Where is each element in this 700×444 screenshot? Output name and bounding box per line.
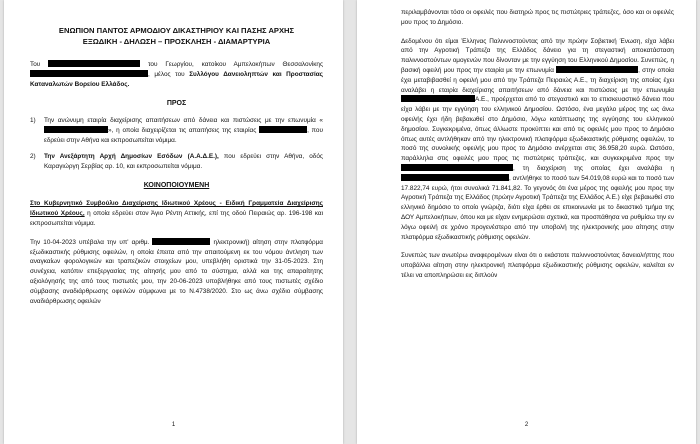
list-number: 1)	[30, 117, 36, 125]
recipient-1-text-a: Την ανώνυμη εταιρία διαχείρισης απαιτήσεων από δάνεια και πιστώσεις με την επωνυμία «	[44, 117, 323, 125]
intro-prefix: Του	[30, 61, 41, 68]
koinopoioumeni-heading: ΚΟΙΝΟΠΟΙΟΥΜΕΝΗ	[143, 182, 210, 190]
intro-text-2: Θεσσαλονίκης	[282, 61, 324, 68]
intro-text-1: του Γεωργίου, κατοίκου Αμπελοκήπων	[148, 61, 275, 68]
recipient-2-name: Την Ανεξάρτητη Αρχή Δημοσίων Εσόδων (Α.Α.Δ.Ε.),	[44, 152, 219, 160]
main-text-a: Δεδομένου ότι είμαι Έλληνας Παλιννοστούντας από την πρώην Σοβιετική Ένωση, είχα λάβει από την Αγροτική Τράπεζα της Ελλάδος δάνειο για τη στεγαστική αποκατάσταση παλιννοστούντων ομογενών που δίνονταν με την εγγύηση του Ελληνικού Δημοσίου. Συνεπώς, η βασική οφειλή μου προς την εταιρία με την επωνυμία	[401, 37, 674, 74]
main-text-d: , τη διαχείριση της οποίας έχει αναλάβει η	[513, 164, 674, 172]
main-paragraph	[401, 37, 674, 243]
redaction-box	[48, 60, 140, 67]
page-1-content	[30, 26, 323, 306]
document-page-1	[4, 0, 343, 444]
redaction-box	[259, 126, 307, 133]
redaction-box	[44, 126, 108, 133]
cc-paragraph	[30, 199, 323, 228]
page-2-content	[401, 8, 674, 281]
redaction-box	[401, 164, 513, 171]
recipient-1-text-c: , που εδρεύει στην Αθήνα και εκπροσωπείται νόμιμα.	[44, 127, 323, 144]
page-number: 1	[171, 422, 176, 428]
main-text-e: , αντλήθηκε το ποσό των 54.019,08 ευρώ και το ποσό των 17.822,74 ευρώ, ήτοι συνολικά 71.841,82. Το γεγονός ότι ένα μέρος της οφειλής μου προς την Αγροτική Τράπεζα της Ελλάδος (πρώην Αγροτική Τράπεζα της Ελλάδος Α.Ε.) είχε βεβαιωθεί στο ελληνικό δημόσιο το οποίο γνώριζα, διότι είχα έρθει σε επικοινωνία με το δικαστικό τμήμα της ΔΟΥ Αμπελοκήπων, όπου και με είχαν ενημερώσει σχετικά, και προσπάθησα να ρυθμίσω την εν λόγω οφειλή σε χρόνο προγενέστερο από την υποβολή της ηλεκτρονικής μου αίτησης στην πλατφόρμα εξωδικαστικής ρύθμισης οφειλών.	[401, 174, 674, 241]
continuation-paragraph: περιλαμβάνονται τόσο οι οφειλές που διατηρώ προς τις πιστώτριες τράπεζες, όσο και οι οφειλές μου προς το Δημόσιο.	[401, 9, 674, 26]
cc-recipient: Στο Κυβερνητικό Συμβούλιο Διαχείρισης Ιδιωτικού Χρέους - Ειδική Γραμματεία Διαχείρισης Ιδιωτικού Χρέους,	[30, 200, 323, 218]
recipient-2	[30, 152, 323, 172]
heading-line-1: ΕΝΩΠΙΟΝ ΠΑΝΤΟΣ ΑΡΜΟΔΙΟΥ ΔΙΚΑΣΤΗΡΙΟΥ ΚΑΙ ΠΑΣΗΣ ΑΡΧΗΣ	[58, 26, 295, 35]
heading-line-2: ΕΞΩΔΙΚΗ - ΔΗΛΩΣΗ – ΠΡΟΣΚΛΗΣΗ - ΔΙΑΜΑΡΤΥΡΙΑ	[82, 36, 271, 46]
document-page-2	[357, 0, 696, 444]
application-paragraph	[30, 238, 323, 307]
recipient-1-text-b: », η οποία διαχειρίζεται τις απαιτήσεις της εταιρίας	[108, 127, 257, 135]
redaction-box	[152, 238, 210, 245]
application-text-b: ηλεκτρονική) αίτηση στην πλατφόρμα εξωδικαστικής ρύθμισης οφειλών, η οποία έπειτα από την απαιτούμενη εκ του νόμου άντληση των αναγκαίων φορολογικών και τραπεζικών στοιχείων μου, υπεβλήθη οριστικά την 31-05-2023. Στη συνέχεια, κατόπιν επεξεργασίας της αίτησής μου από το σύστημα, αλλά και της απαραίτητης αξιολόγησής της από τους πιστωτές μου, την 20-06-2023 υποβλήθηκε από τους πιστωτές σχέδιο σύμβασης αναδιάρθρωσης οφειλών σύμφωνα με το Ν.4738/2020. Στο ως άνω σχέδιο σύμβασης αναδιάρθρωσης οφειλών	[30, 238, 323, 305]
intro-association: Συλλόγου Δανειοληπτών και Προστασίας Καταναλωτών Βορείου Ελλάδος.	[30, 70, 323, 88]
application-text-a: Την 10-04-2023 υπέβαλα την υπ' αριθμ.	[30, 238, 150, 246]
pros-heading: ΠΡΟΣ	[166, 100, 187, 108]
redaction-box	[401, 174, 509, 181]
redaction-box	[30, 70, 148, 77]
main-text-b: , στην οποία έχει μεταβιβασθεί η οφειλή μου από την Τράπεζα Πειραιώς Α.Ε., τη διαχείριση της οποίας έχει αναλάβει η εταιρία διαχείρισης απαιτήσεων από δάνεια και πιστώσεις με την επωνυμία	[401, 66, 674, 94]
recipient-2-text: που εδρεύει στην Αθήνα, οδός Καραγιώργη Σερβίας αρ. 10, και εκπροσωπείται νόμιμα.	[44, 152, 323, 170]
intro-text-3: , μέλος του	[148, 70, 185, 78]
recipient-1	[30, 116, 323, 145]
redaction-box	[401, 95, 475, 102]
main-text-c: Α.Ε., προέρχεται από το στεγαστικό και το επισκευαστικό δάνειο που είχα λάβει με την εγγύηση του ελληνικού Δημοσίου. Ωστόσο, ένα μεγάλο μέρος της ως άνω οφειλής έχει ήδη βεβαιωθεί στο Δημόσιο, λόγω κατάπτωσης της εγγύησης του ελληνικού δημοσίου. Συγκεκριμένα, όπως άλλωστε προκύπτει και από τις οφειλές μου προς το Δημόσιο όπως αυτές αντλήθηκαν από την ηλεκτρονική πλατφόρμα εξωδικαστικής ρύθμισης οφειλών, το ποσό της συνολικής οφειλής μου προς το Δημόσιο ανέρχεται στις 36.958,20 ευρώ. Ωστόσο, παράλληλα στις οφειλές μου προς τις πιστώτριες τράπεζες, και συγκεκριμένα προς την	[401, 96, 674, 163]
intro-paragraph	[30, 60, 323, 89]
redaction-box	[556, 66, 638, 73]
page-number: 2	[524, 422, 529, 428]
cc-text: η οποία εδρεύει στον Άγιο Ρέντη Αττικής, επί της οδού Πειραιώς αρ. 196-198 και εκπροσωπείται νόμιμα.	[30, 210, 323, 227]
conclusion-paragraph: Συνεπώς των ανωτέρω αναφερομένων είναι ότι ο εκάστοτε παλιννοστούντας δανειολήπτης που υποβάλλει αίτηση στην ηλεκτρονική πλατφόρμα εξωδικαστικής ρύθμισης οφειλών, καλείται εν τέλει να αποπληρώσει εις διπλούν	[401, 252, 674, 279]
list-number: 2)	[30, 152, 36, 160]
